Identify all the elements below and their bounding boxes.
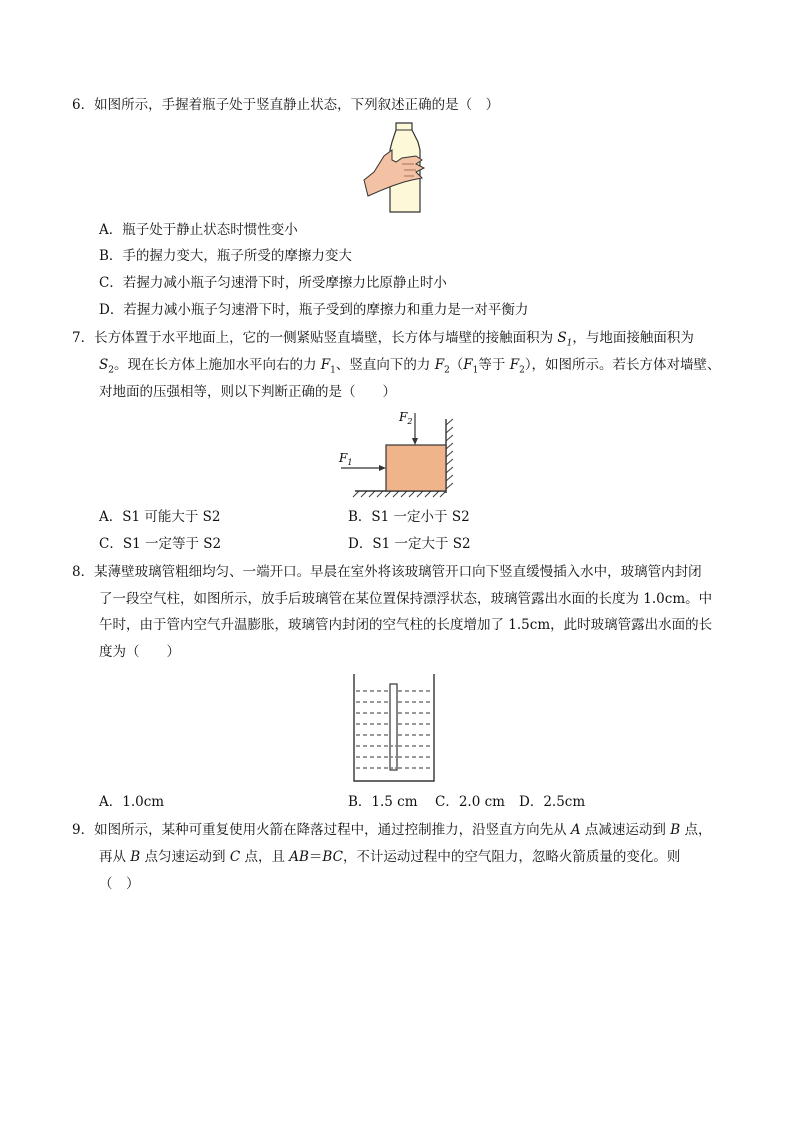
ground-hatching xyxy=(353,491,446,497)
q9-line1: 9．如图所示，某种可重复使用火箭在降落过程中，通过控制推力，沿竖直方向先从 A 点减速运动到 B 点， xyxy=(72,822,712,838)
q8-option-a: A．1.0cm xyxy=(99,794,165,810)
q7-stem-line1: 7．长方体置于水平地面上，它的一侧紧贴竖直墙壁，长方体与墙壁的接触面积为 $S_1$，与地面接触面积为 xyxy=(72,330,694,349)
q6-option-a: A．瓶子处于静止状态时惯性变小 xyxy=(99,222,298,238)
q8-option-d: D．2.5cm xyxy=(519,794,586,810)
q9-line2: 再从 B 点匀速运动到 C 点，且 AB＝BC，不计运动过程中的空气阻力，忽略火箭质量的变化。则 xyxy=(99,849,681,865)
q8-option-b: B．1.5 cm xyxy=(348,794,418,810)
q7-option-a: A．S1 可能大于 S2 xyxy=(99,509,221,525)
hand-bottle-figure xyxy=(362,120,442,216)
q9-line3: （ ） xyxy=(99,876,140,892)
q7-stem-line2: $S_2$。现在长方体上施加水平向右的力 $F_1$、竖直向下的力 $F_2(F_1$等于 $F_2$），如图所示。若长方体对墙壁、 xyxy=(99,357,721,376)
label-f1: $F_1$ xyxy=(339,451,353,467)
q7-option-b: B．S1 一定小于 S2 xyxy=(348,509,470,525)
q6-option-c: C．若握力减小瓶子匀速滑下时，所受摩擦力比原静止时小 xyxy=(99,275,447,291)
q6-stem: 6．如图所示，手握着瓶子处于竖直静止状态，下列叙述正确的是（ ） xyxy=(72,97,500,113)
q6-option-d: D．若握力减小瓶子匀速滑下时，瓶子受到的摩擦力和重力是一对平衡力 xyxy=(99,302,529,318)
q8-option-c: C．2.0 cm xyxy=(435,794,505,810)
wall-hatching xyxy=(446,419,453,489)
q8-line4: 度为（ ） xyxy=(99,644,180,660)
q7-option-c: C．S1 一定等于 S2 xyxy=(99,536,222,552)
label-f2: $F_2$ xyxy=(399,410,413,426)
q8-line1: 8．某薄壁玻璃管粗细均匀、一端开口。早晨在室外将该玻璃管开口向下竖直缓慢插入水中，玻璃管内封闭 xyxy=(72,564,702,580)
rectangular-block xyxy=(386,445,446,491)
q8-line2: 了一段空气柱，如图所示，放手后玻璃管在某位置保持漂浮状态，玻璃管露出水面的长度为 1.0cm。中 xyxy=(99,591,713,607)
glass-tube-figure xyxy=(350,670,440,785)
q7-option-d: D．S1 一定大于 S2 xyxy=(348,536,471,552)
block-wall-figure xyxy=(335,405,465,500)
q6-option-b: B．手的握力变大，瓶子所受的摩擦力变大 xyxy=(99,248,352,264)
q8-line3: 午时，由于管内空气升温膨胀，玻璃管内封闭的空气柱的长度增加了 1.5cm，此时玻璃管露出水面的长 xyxy=(99,617,713,633)
q7-stem-line3: 对地面的压强相等，则以下判断正确的是（ ） xyxy=(99,384,396,400)
